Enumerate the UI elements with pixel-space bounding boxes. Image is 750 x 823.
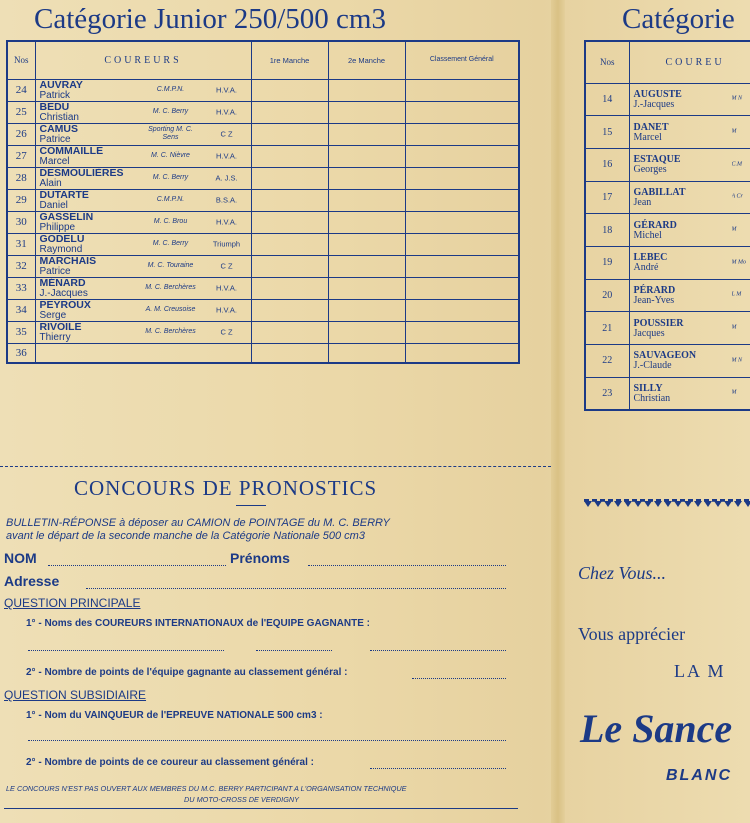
rider-motorcycle: B.S.A. (215, 195, 238, 205)
run-2-cell[interactable] (328, 123, 405, 145)
triangle-mark (634, 501, 642, 507)
rider-cell (35, 277, 251, 299)
run-1-cell[interactable] (251, 299, 328, 321)
rider-name: LEBEC (633, 252, 668, 264)
rider-number: 32 (7, 255, 35, 277)
rider-name: GÉRARD (633, 219, 677, 231)
rider-name: DUTARTE (39, 188, 89, 201)
triangle-mark (684, 501, 692, 507)
rider-name: GODELU (39, 232, 85, 245)
rider-firstname: Patrick (39, 89, 71, 101)
rider-club: L M (731, 291, 742, 298)
run-1-cell[interactable] (251, 255, 328, 277)
rider-club: M. C. Nièvre (151, 152, 190, 159)
rider-club: M. C. Berry (152, 174, 189, 181)
overall-cell[interactable] (405, 343, 519, 363)
junior-riders-table (6, 40, 520, 364)
overall-cell[interactable] (405, 211, 519, 233)
overall-cell[interactable] (405, 167, 519, 189)
answer-1c[interactable] (370, 650, 506, 651)
table-row (585, 312, 750, 345)
rider-firstname: Georges (633, 164, 667, 176)
rider-number: 30 (7, 211, 35, 233)
instructions-line-2: avant le départ de la seconde manche de la Catégorie Nationale 500 cm3 (6, 530, 365, 542)
triangle-mark (674, 501, 682, 507)
rider-number: 36 (7, 343, 35, 363)
rider-firstname: Daniel (39, 199, 68, 211)
rider-firstname: Jean (633, 196, 652, 208)
rider-club: M Mo (731, 259, 746, 266)
run-1-cell[interactable] (251, 167, 328, 189)
rider-name: PEYROUX (39, 298, 91, 311)
rider-number: 15 (585, 116, 629, 149)
table-row (585, 181, 750, 214)
triangle-mark (734, 501, 742, 507)
run-2-cell[interactable] (328, 299, 405, 321)
rider-firstname: Marcel (633, 131, 662, 143)
rider-firstname: Patrice (39, 133, 71, 145)
run-2-cell[interactable] (328, 277, 405, 299)
run-2-cell[interactable] (328, 145, 405, 167)
header-riders: COUREURS (35, 41, 251, 79)
triangle-mark (744, 501, 750, 507)
rider-cell (629, 279, 750, 312)
run-2-cell[interactable] (328, 101, 405, 123)
rider-firstname: J.-Claude (633, 360, 672, 372)
table-row (585, 345, 750, 378)
rider-number: 19 (585, 246, 629, 279)
rider-number: 27 (7, 145, 35, 167)
rider-motorcycle: C Z (220, 129, 233, 139)
la-line: LA M (674, 661, 726, 681)
run-2-cell[interactable] (328, 321, 405, 343)
triangle-mark (604, 501, 612, 507)
question-3: 1° - Nom du VAINQUEUR de l'EPREUVE NATIONALE 500 cm3 : (26, 710, 323, 721)
header-run-2: 2e Manche (328, 41, 405, 79)
cut-line (0, 466, 551, 467)
rider-firstname: Christian (39, 111, 79, 123)
triangle-mark (714, 501, 722, 507)
answer-3[interactable] (28, 740, 506, 741)
answer-1b[interactable] (256, 650, 332, 651)
rider-number: 29 (7, 189, 35, 211)
answer-4[interactable] (370, 768, 506, 769)
triangle-mark (704, 501, 712, 507)
prenoms-field[interactable] (308, 565, 506, 566)
rider-name: DANET (633, 121, 669, 133)
rider-firstname: Philippe (39, 221, 76, 233)
rider-cell (629, 246, 750, 279)
table-row (7, 343, 519, 363)
bottom-rule (4, 808, 518, 809)
rider-club: M. C. Berry (152, 108, 189, 115)
table-row (585, 148, 750, 181)
run-1-cell[interactable] (251, 123, 328, 145)
rider-name: POUSSIER (633, 317, 684, 329)
rider-club: M N (731, 95, 742, 102)
rider-motorcycle: A. J.S. (215, 173, 238, 183)
rider-number: 34 (7, 299, 35, 321)
overall-cell[interactable] (405, 101, 519, 123)
run-1-cell[interactable] (251, 79, 328, 101)
rider-motorcycle: Triumph (212, 239, 241, 249)
rider-club: M. C. Touraine (147, 262, 194, 269)
rider-firstname: Serge (39, 309, 67, 321)
rider-firstname: Alain (39, 177, 62, 189)
run-1-cell[interactable] (251, 233, 328, 255)
rider-number: 28 (7, 167, 35, 189)
rider-name: BEDU (39, 100, 70, 113)
run-2-cell[interactable] (328, 211, 405, 233)
question-2: 2° - Nombre de points de l'équipe gagnante au classement général : (26, 667, 348, 678)
rider-cell (35, 123, 251, 145)
triangle-mark (624, 501, 632, 507)
rider-club: M. C. Berchères (145, 328, 196, 335)
triangle-mark (654, 501, 662, 507)
rider-name: AUGUSTE (633, 88, 682, 100)
rider-name: GASSELIN (39, 210, 94, 223)
triangle-mark (594, 501, 602, 507)
rider-firstname: Christian (633, 392, 671, 404)
rider-motorcycle: H.V.A. (216, 85, 237, 95)
overall-cell[interactable] (405, 123, 519, 145)
nom-field[interactable] (48, 565, 226, 566)
table-row (7, 79, 519, 101)
rider-number: 18 (585, 214, 629, 247)
rider-club: M. C. Berchères (145, 284, 196, 291)
run-1-cell[interactable] (251, 145, 328, 167)
rider-motorcycle: H.V.A. (216, 151, 237, 161)
rider-club: A. M. Creusoise (145, 306, 196, 313)
rider-number: 33 (7, 277, 35, 299)
table-row (585, 279, 750, 312)
brand-name: Le Sance (580, 706, 733, 751)
rider-cell (35, 255, 251, 277)
rider-number: 31 (7, 233, 35, 255)
rider-firstname: Jean-Yves (633, 294, 675, 306)
table-row (585, 246, 750, 279)
overall-cell[interactable] (405, 277, 519, 299)
rider-name: ESTAQUE (633, 154, 681, 166)
answer-2[interactable] (412, 678, 506, 679)
overall-cell[interactable] (405, 255, 519, 277)
run-1-cell[interactable] (251, 277, 328, 299)
question-1: 1° - Noms des COUREURS INTERNATIONAUX de l'EQUIPE GAGNANTE : (26, 618, 371, 629)
rider-cell (35, 101, 251, 123)
answer-1a[interactable] (28, 650, 224, 651)
rider-club: M. C. Brou (153, 218, 188, 225)
rider-firstname: J.-Jacques (39, 287, 88, 299)
run-2-cell[interactable] (328, 167, 405, 189)
table-row (585, 83, 750, 116)
run-1-cell[interactable] (251, 211, 328, 233)
rider-firstname: J.-Jacques (633, 98, 675, 110)
header-overall: Classement Général (405, 41, 519, 79)
label-prenoms: Prénoms (230, 550, 290, 566)
rider-name: PÉRARD (633, 284, 676, 296)
rider-cell (35, 189, 251, 211)
question-subsidiaire-label: QUESTION SUBSIDIAIRE (4, 688, 147, 702)
rider-name: GABILLAT (633, 186, 686, 198)
rider-cell (35, 321, 251, 343)
overall-cell[interactable] (405, 233, 519, 255)
run-1-cell[interactable] (251, 343, 328, 363)
rider-cell (629, 377, 750, 410)
rider-club: C.M.P.N. (156, 196, 185, 203)
right-header-row (585, 41, 750, 83)
rider-cell (629, 116, 750, 149)
overall-cell[interactable] (405, 299, 519, 321)
question-principale-label: QUESTION PRINCIPALE (4, 596, 141, 610)
instructions-line-1: BULLETIN-RÉPONSE à déposer au CAMION de POINTAGE du M. C. BERRY (6, 517, 390, 529)
rider-motorcycle: C Z (220, 261, 233, 271)
rider-cell (35, 343, 251, 363)
rider-club: A Cr (731, 193, 743, 200)
rider-number: 25 (7, 101, 35, 123)
rider-name: RIVOILE (39, 320, 82, 333)
rider-motorcycle: C Z (220, 327, 233, 337)
run-2-cell[interactable] (328, 79, 405, 101)
rider-cell (629, 83, 750, 116)
rider-number: 14 (585, 83, 629, 116)
rider-number: 35 (7, 321, 35, 343)
table-row (7, 299, 519, 321)
rider-number: 26 (7, 123, 35, 145)
overall-cell[interactable] (405, 189, 519, 211)
rider-name: COMMAILLE (39, 144, 104, 157)
rider-club: M (731, 324, 737, 331)
table-row (7, 277, 519, 299)
adresse-field[interactable] (86, 588, 506, 589)
page-fold (551, 0, 565, 823)
table-row (7, 255, 519, 277)
rider-cell (629, 181, 750, 214)
right-header-riders: COUREU (629, 41, 750, 83)
rider-motorcycle: H.V.A. (216, 107, 237, 117)
rider-number: 24 (7, 79, 35, 101)
rider-club: M N (731, 357, 742, 364)
rider-cell (35, 299, 251, 321)
triangle-row-icon (584, 501, 750, 509)
rider-motorcycle: H.V.A. (216, 305, 237, 315)
rider-number: 21 (585, 312, 629, 345)
contest-title: CONCOURS DE PRONOSTICS (74, 476, 378, 500)
label-adresse: Adresse (4, 573, 60, 589)
title-ornament (236, 505, 266, 506)
header-run-1: 1re Manche (251, 41, 328, 79)
rider-cell (35, 167, 251, 189)
rider-number: 17 (585, 181, 629, 214)
rider-cell (629, 345, 750, 378)
table-row (7, 123, 519, 145)
rider-firstname: Michel (633, 229, 662, 241)
table-row (7, 189, 519, 211)
rider-firstname: Marcel (39, 155, 70, 167)
triangle-mark (664, 501, 672, 507)
rider-club: C.M (731, 161, 742, 168)
run-2-cell[interactable] (328, 255, 405, 277)
right-riders-table (584, 40, 750, 411)
run-1-cell[interactable] (251, 101, 328, 123)
rider-cell (35, 79, 251, 101)
rider-firstname: Jacques (633, 327, 665, 339)
rider-name: MARCHAIS (39, 254, 97, 267)
table-row (7, 101, 519, 123)
rider-cell (629, 312, 750, 345)
table-row (7, 233, 519, 255)
table-row (585, 116, 750, 149)
run-2-cell[interactable] (328, 189, 405, 211)
rider-number: 20 (585, 279, 629, 312)
rider-club: M (731, 226, 737, 233)
rider-club: M (731, 389, 737, 396)
rider-club: C.M.P.N. (156, 86, 185, 93)
triangle-mark (584, 501, 592, 507)
label-nom: NOM (4, 550, 37, 566)
triangle-mark (694, 501, 702, 507)
rider-firstname: Patrice (39, 265, 71, 277)
rider-cell (629, 214, 750, 247)
header-number: Nos (7, 41, 35, 79)
right-category-title: Catégorie (622, 3, 735, 35)
rider-firstname: Thierry (39, 331, 71, 343)
rider-motorcycle: H.V.A. (216, 283, 237, 293)
brand-sub: BLANC (666, 767, 732, 784)
table-row (7, 321, 519, 343)
table-row (7, 211, 519, 233)
rider-club: M. C. Berry (152, 240, 189, 247)
rider-motorcycle: H.V.A. (216, 217, 237, 227)
rider-cell (35, 145, 251, 167)
run-2-cell[interactable] (328, 233, 405, 255)
rider-firstname: Raymond (39, 243, 83, 255)
rider-name: CAMUS (39, 122, 78, 135)
rider-name: AUVRAY (39, 78, 83, 91)
overall-cell[interactable] (405, 321, 519, 343)
overall-cell[interactable] (405, 145, 519, 167)
table-row (585, 214, 750, 247)
triangle-mark (614, 501, 622, 507)
rider-name: SAUVAGEON (633, 350, 697, 362)
rider-number: 22 (585, 345, 629, 378)
rider-name: SILLY (633, 382, 663, 394)
footer-line-2: DU MOTO-CROSS DE VERDIGNY (184, 795, 300, 804)
table-row (7, 145, 519, 167)
rider-cell (35, 233, 251, 255)
tagline: Chez Vous... (578, 563, 667, 583)
run-2-cell[interactable] (328, 343, 405, 363)
right-header-number: Nos (585, 41, 629, 83)
junior-category-title: Catégorie Junior 250/500 cm3 (34, 3, 386, 35)
triangle-mark (724, 501, 732, 507)
table-row (585, 377, 750, 410)
table-header-row (7, 41, 519, 79)
rider-club: Sporting M. C. Sens (148, 126, 193, 141)
footer-line-1: LE CONCOURS N'EST PAS OUVERT AUX MEMBRES DU M.C. BERRY PARTICIPANT A L'ORGANISATION TECHNIQUE (6, 784, 407, 793)
question-4: 2° - Nombre de points de ce coureur au classement général : (26, 757, 314, 768)
rider-name: MÉNARD (39, 276, 86, 289)
rider-cell (629, 148, 750, 181)
appreciate-line: Vous apprécier (578, 624, 686, 644)
overall-cell[interactable] (405, 79, 519, 101)
table-row (7, 167, 519, 189)
run-1-cell[interactable] (251, 189, 328, 211)
run-1-cell[interactable] (251, 321, 328, 343)
rider-number: 23 (585, 377, 629, 410)
rider-club: M (731, 128, 737, 135)
rider-cell (35, 211, 251, 233)
rider-name: DESMOULIÈRES (39, 166, 124, 179)
rider-number: 16 (585, 148, 629, 181)
triangle-mark (644, 501, 652, 507)
rider-firstname: André (633, 262, 659, 274)
